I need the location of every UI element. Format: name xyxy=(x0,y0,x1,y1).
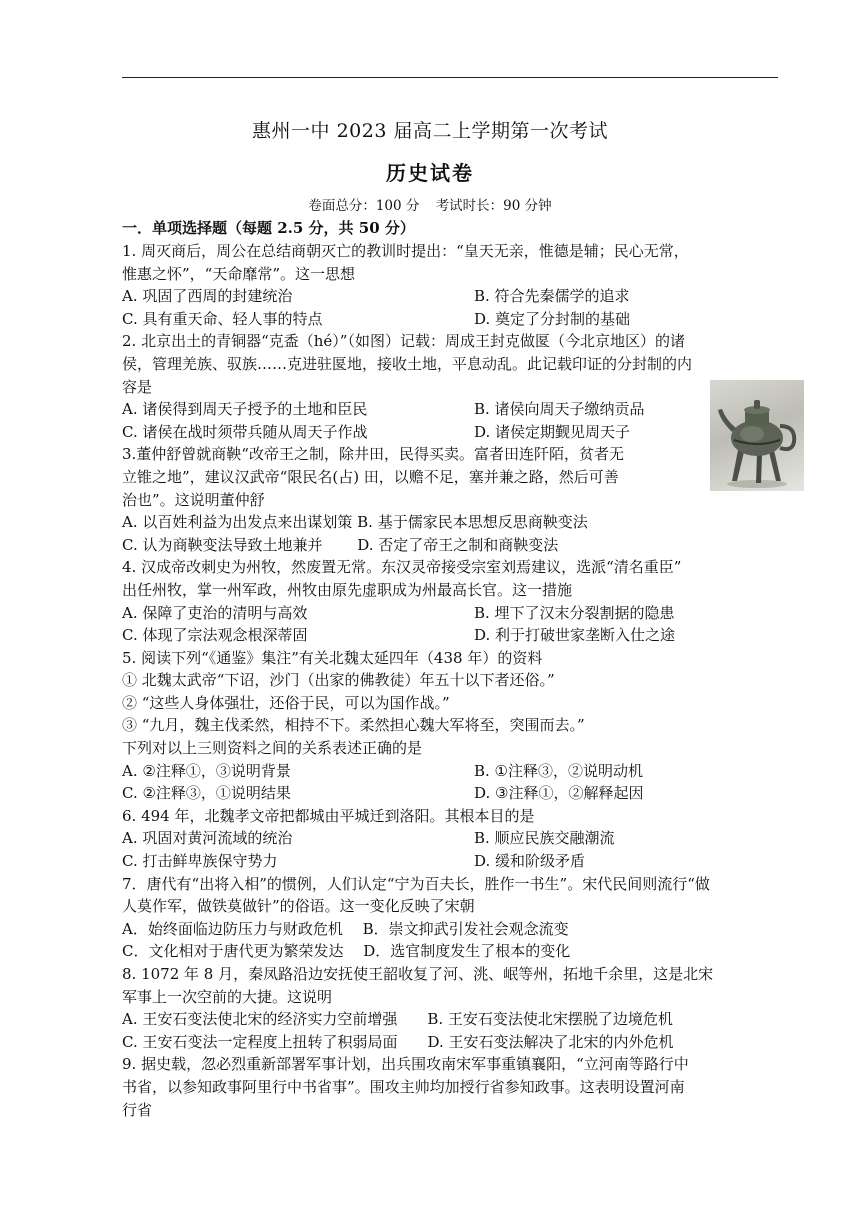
question-6-options-row-1 xyxy=(122,827,782,850)
question-7-line-1: 7．唐代有“出将入相”的惯例，人们认定“宁为百夫长，胜作一书生”。宋代民间则流行“做 xyxy=(122,874,710,893)
question-7-options-row-2[interactable]: C．文化相对于唐代更为繁荣发达 D．选官制度发生了根本的变化 xyxy=(122,942,571,961)
question-4-line-2: 出任州牧，掌一州军政，州牧由原先虚职成为州最高长官。这一措施 xyxy=(122,580,573,599)
question-4-option-b[interactable]: B. 埋下了汉末分裂割据的隐患 xyxy=(474,603,675,622)
exam-subtitle: 历史试卷 xyxy=(386,161,474,185)
question-8-options-row-1[interactable]: A. 王安石变法使北宋的经济实力空前增强 B. 王安石变法使北宋摆脱了边境危机 xyxy=(122,1010,673,1029)
question-1-option-b[interactable]: B. 符合先秦儒学的追求 xyxy=(474,287,630,306)
question-9-line-1: 9. 据史载，忽必烈重新部署军事计划，出兵围攻南宋军事重镇襄阳，“立河南等路行中 xyxy=(122,1055,689,1074)
question-6-options-row-2 xyxy=(122,850,782,873)
question-7-line-2: 人莫作军，做铁莫做针”的俗语。这一变化反映了宋朝 xyxy=(122,897,475,916)
question-4-option-a[interactable]: A. 保障了吏治的清明与高效 xyxy=(122,603,308,622)
question-2-line-2: 侯，管理羌族、驭族……克进驻匽地，接收土地，平息动乱。此记载印证的分封制的内 xyxy=(122,354,693,373)
question-9-line-2: 书省，以参知政事阿里行中书省事”。围攻主帅均加授行省参知政事。这表明设置河南 xyxy=(122,1077,685,1096)
question-3-options-row-1[interactable]: A. 以百姓利益为出发点来出谋划策 B. 基于儒家民本思想反思商鞅变法 xyxy=(122,513,588,532)
exam-duration: 考试时长：90 分钟 xyxy=(435,198,552,214)
question-1-options-row-1 xyxy=(122,285,782,308)
question-2-option-d[interactable]: D. 诸侯定期觐见周天子 xyxy=(474,422,631,441)
question-3-options-row-2[interactable]: C. 认为商鞅变法导致土地兼并 D. 否定了帝王之制和商鞅变法 xyxy=(122,535,559,554)
question-list xyxy=(122,240,782,1121)
bronze-vessel-photo xyxy=(710,380,804,491)
question-8-options-row-2[interactable]: C. 王安石变法一定程度上扭转了积弱局面 D. 王安石变法解决了北宋的内外危机 xyxy=(122,1032,674,1051)
question-5-line-2: ① 北魏太武帝“下诏，沙门（出家的佛教徒）年五十以下者还俗。” xyxy=(122,671,555,690)
question-6-line-1: 6. 494 年，北魏孝文帝把都城由平城迁到洛阳。其根本目的是 xyxy=(122,806,535,825)
question-3-line-3: 治也”。这说明董仲舒 xyxy=(122,490,265,509)
question-2-options-row-2 xyxy=(122,421,782,444)
exam-title: 惠州一中 2023 届高二上学期第一次考试 xyxy=(252,120,608,142)
exam-meta xyxy=(0,194,860,214)
question-2-option-a[interactable]: A. 诸侯得到周天子授予的土地和臣民 xyxy=(122,400,368,419)
question-6-option-b[interactable]: B. 顺应民族交融潮流 xyxy=(474,829,615,848)
question-5-option-a[interactable]: A. ②注释①，③说明背景 xyxy=(122,761,291,780)
question-8-line-1: 8. 1072 年 8 月，秦凤路沿边安抚使王韶收复了河、洮、岷等州，拓地千余里，这是北宋 xyxy=(122,965,714,983)
question-6-option-a[interactable]: A. 巩固对黄河流域的统治 xyxy=(122,829,293,848)
question-2-line-1: 2. 北京出土的青铜器“克盉（hé）”（如图）记载：周成王封克做匽（今北京地区）的诸 xyxy=(122,332,685,351)
question-5-line-3: ② “这些人身体强壮，还俗于民，可以为国作战。” xyxy=(122,693,450,712)
question-1-option-d[interactable]: D. 奠定了分封制的基础 xyxy=(474,309,631,328)
question-3-line-1: 3.董仲舒曾就商鞅“改帝王之制，除井田，民得买卖。富者田连阡陌，贫者无 xyxy=(122,445,624,464)
question-1-option-a[interactable]: A. 巩固了西周的封建统治 xyxy=(122,287,293,306)
question-4-option-d[interactable]: D. 利于打破世家垄断入仕之途 xyxy=(474,626,676,645)
question-9-line-3: 行省 xyxy=(122,1100,153,1119)
question-4-options-row-1 xyxy=(122,602,782,625)
question-5-line-1: 5. 阅读下列“《通鉴》集注”有关北魏太延四年（438 年）的资料 xyxy=(122,648,543,667)
question-1-option-c[interactable]: C. 具有重天命、轻人事的特点 xyxy=(122,309,323,328)
question-7-options-row-1[interactable]: A．始终面临边防压力与财政危机 B．崇文抑武引发社会观念流变 xyxy=(122,919,569,938)
question-6-option-d[interactable]: D. 缓和阶级矛盾 xyxy=(474,852,586,871)
question-3-line-2: 立锥之地”，建议汉武帝“限民名(占) 田，以赡不足，塞并兼之路，然后可善 xyxy=(122,467,619,486)
question-6-option-c[interactable]: C. 打击鲜卑族保守势力 xyxy=(122,852,278,871)
question-1-options-row-2 xyxy=(122,308,782,331)
question-4-option-c[interactable]: C. 体现了宗法观念根深蒂固 xyxy=(122,626,308,645)
question-4-options-row-2 xyxy=(122,624,782,647)
header-rule xyxy=(122,77,778,78)
question-5-line-5: 下列对以上三则资料之间的关系表述正确的是 xyxy=(122,739,423,758)
question-5-line-4: ③ “九月，魏主伐柔然，相持不下。柔然担心魏大军将至，突围而去。” xyxy=(122,716,585,735)
bronze-he-vessel-icon xyxy=(710,380,804,491)
question-5-options-row-1 xyxy=(122,760,782,783)
question-4-line-1: 4. 汉成帝改刺史为州牧，然废置无常。东汉灵帝接受宗室刘焉建议，选派“清名重臣” xyxy=(122,558,682,577)
question-2-options-row-1 xyxy=(122,398,782,421)
question-5-options-row-2 xyxy=(122,782,782,805)
question-8-line-2: 军事上一次空前的大捷。这说明 xyxy=(122,987,333,1006)
section-title: 一．单项选择题（每题 2.5 分，共 50 分） xyxy=(122,219,415,237)
total-score: 卷面总分：100 分 xyxy=(308,198,420,214)
question-1-line-1: 1. 周灭商后，周公在总结商朝灭亡的教训时提出：“皇天无亲，惟德是辅；民心无常， xyxy=(122,242,689,260)
question-2-option-c[interactable]: C. 诸侯在战时须带兵随从周天子作战 xyxy=(122,422,368,441)
question-2-option-b[interactable]: B. 诸侯向周天子缴纳贡品 xyxy=(474,400,645,419)
question-1-line-2: 惟惠之怀”，“天命靡常”。这一思想 xyxy=(122,264,356,283)
question-5-option-c[interactable]: C. ②注释③，①说明结果 xyxy=(122,784,291,803)
question-5-option-b[interactable]: B. ①注释③，②说明动机 xyxy=(474,761,644,780)
question-2-line-3: 容是 xyxy=(122,377,153,396)
question-5-option-d[interactable]: D. ③注释①，②解释起因 xyxy=(474,784,644,803)
